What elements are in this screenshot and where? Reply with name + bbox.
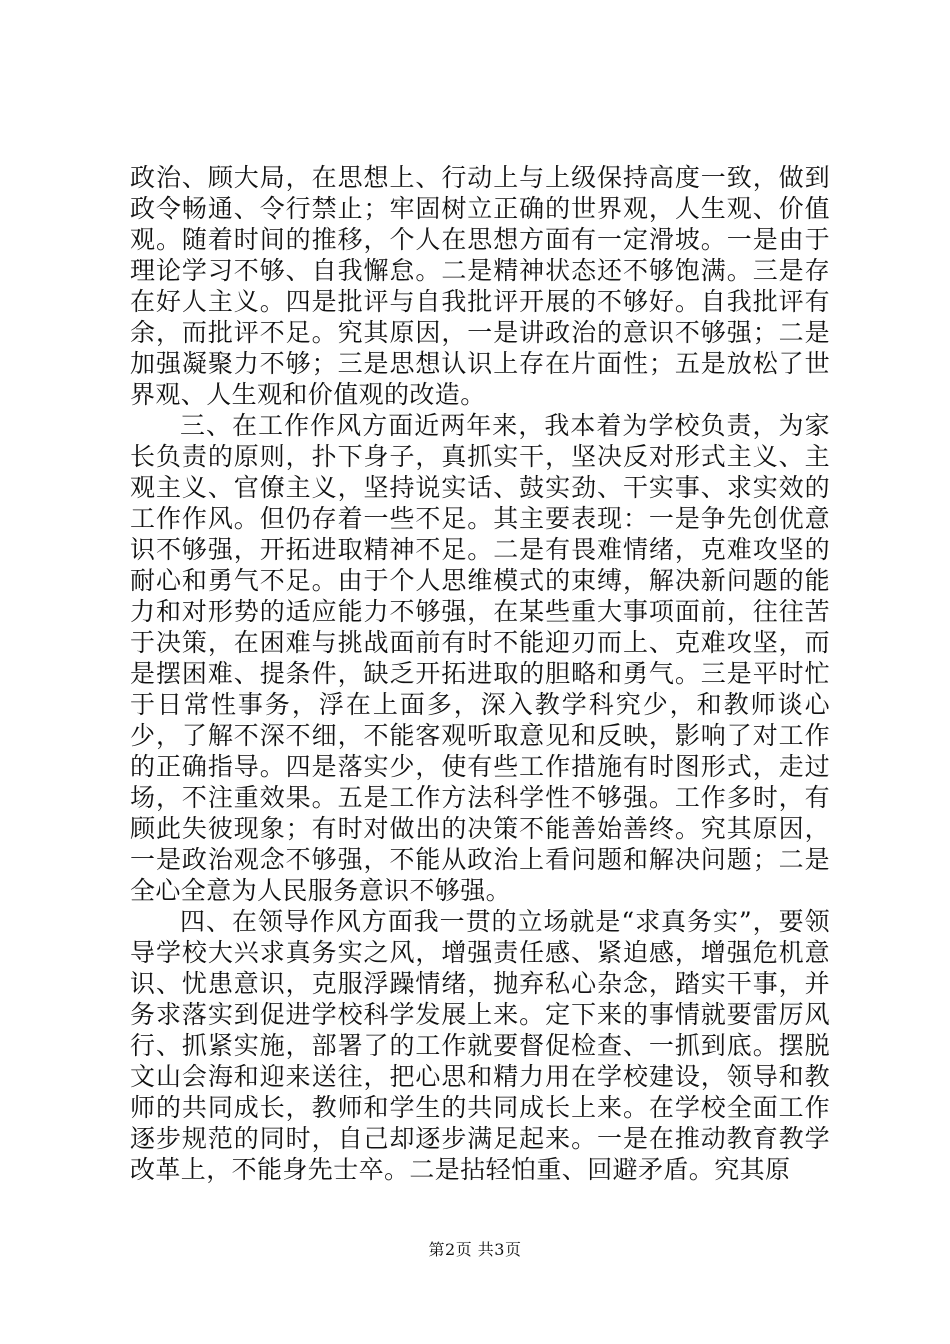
paragraph-1: 政治、顾大局，在思想上、行动上与上级保持高度一致，做到政令畅通、令行禁止；牢固树立正确的世界观，人生观、价值观。随着时间的推移，个人在思想方面有一定滑坡。一是由于理论学习不够、自我懈怠。二是精神状态还不够饱满。三是存在好人主义。四是批评与自我批评开展的不够好。自我批评有余，而批评不足。究其原因，一是讲政治的意识不够强；二是加强凝聚力不够；三是思想认识上存在片面性；五是放松了世界观、人生观和价值观的改造。: [130, 163, 830, 409]
paragraph-3: 四、在领导作风方面我一贯的立场就是“求真务实”，要领导学校大兴求真务实之风，增强责任感、紧迫感，增强危机意识、忧患意识，克服浮躁情绪，抛弃私心杂念，踏实干事，并务求落实到促进学校科学发展上来。定下来的事情就要雷厉风行、抓紧实施，部署了的工作就要督促检查、一抓到底。摆脱文山会海和迎来送往，把心思和精力用在学校建设，领导和教师的共同成长，教师和学生的共同成长上来。在学校全面工作逐步规范的同时，自己却逐步满足起来。一是在推动教育教学改革上，不能身先士卒。二是拈轻怕重、回避矛盾。究其原: [130, 907, 830, 1184]
document-body: [130, 162, 830, 1185]
paragraph-2: 三、在工作作风方面近两年来，我本着为学校负责，为家长负责的原则，扑下身子，真抓实干，坚决反对形式主义、主观主义、官僚主义，坚持说实话、鼓实劲、干实事、求实效的工作作风。但仍存着一些不足。其主要表现：一是争先创优意识不够强，开拓进取精神不足。二是有畏难情绪，克难攻坚的耐心和勇气不足。由于个人思维模式的束缚，解决新问题的能力和对形势的适应能力不够强，在某些重大事项面前，往往苦于决策，在困难与挑战面前有时不能迎刃而上、克难攻坚，而是摆困难、提条件，缺乏开拓进取的胆略和勇气。三是平时忙于日常性事务，浮在上面多，深入教学科究少，和教师谈心少，了解不深不细，不能客观听取意见和反映，影响了对工作的正确指导。四是落实少，使有些工作措施有时图形式，走过场，不注重效果。五是工作方法科学性不够强。工作多时，有顾此失彼现象；有时对做出的决策不能善始善终。究其原因，一是政治观念不够强，不能从政治上看问题和解决问题；二是全心全意为人民服务意识不够强。: [130, 411, 830, 905]
page-footer: 第2页 共3页: [428, 1240, 522, 1259]
